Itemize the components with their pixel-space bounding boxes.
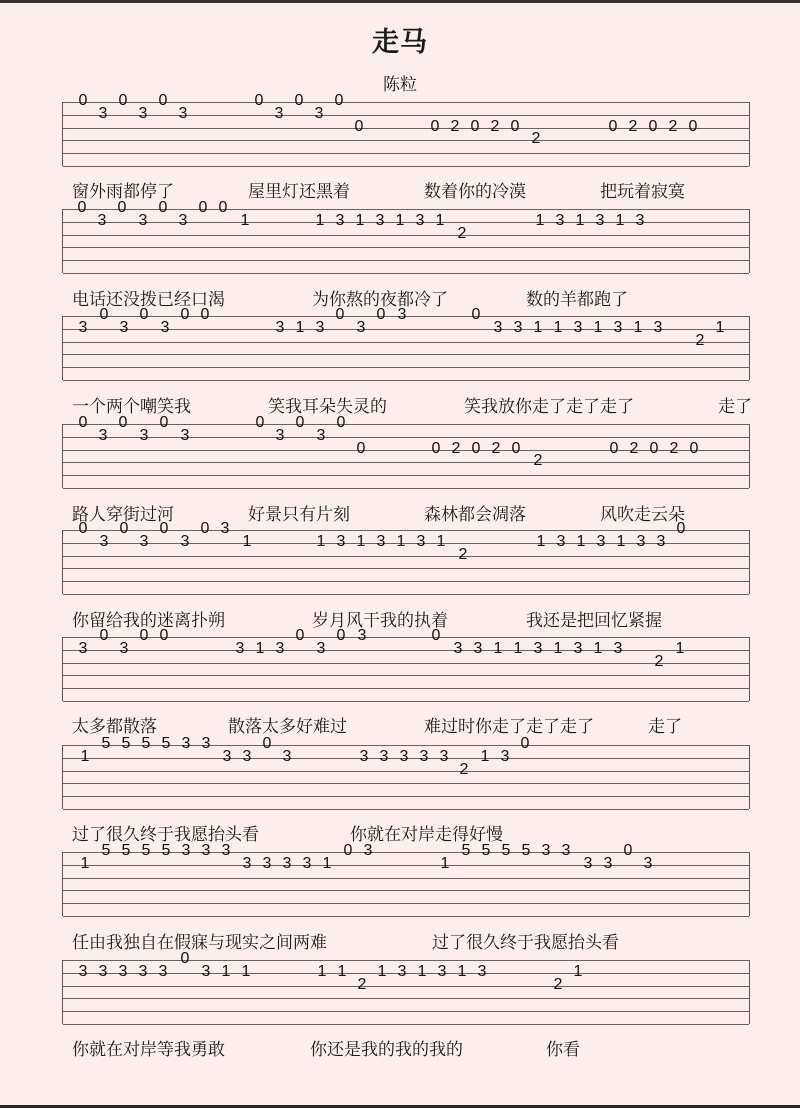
tab-staff (62, 520, 750, 594)
fret-number: 3 (613, 639, 623, 657)
fret-number: 1 (553, 318, 563, 336)
fret-number: 3 (376, 532, 386, 550)
string-line (63, 783, 749, 784)
string-line (63, 1011, 749, 1012)
fret-number: 3 (242, 854, 252, 872)
fret-number: 1 (573, 962, 583, 980)
fret-number: 1 (377, 962, 387, 980)
fret-number: 2 (668, 117, 678, 135)
fret-number: 3 (613, 318, 623, 336)
fret-number: 1 (535, 211, 545, 229)
string-line (63, 890, 749, 891)
string-line (63, 701, 749, 702)
string-line (63, 556, 749, 557)
fret-number: 0 (198, 199, 208, 216)
lyrics-row (72, 392, 752, 417)
fret-number: 3 (541, 842, 551, 859)
string-line (63, 488, 749, 489)
fret-number: 0 (431, 439, 441, 457)
fret-number: 2 (629, 439, 639, 457)
string-line (63, 260, 749, 261)
lyric-phrase: 过了很久终于我愿抬头看 (432, 933, 619, 953)
fret-number: 0 (200, 520, 210, 537)
fret-number: 1 (615, 211, 625, 229)
fret-number: 0 (609, 439, 619, 457)
fret-number: 1 (457, 962, 467, 980)
fret-number: 3 (596, 532, 606, 550)
fret-number: 0 (119, 520, 129, 537)
lyrics-row (72, 1035, 752, 1060)
lyric-phrase: 屋里灯还黑着 (248, 182, 350, 202)
fret-number: 5 (161, 735, 171, 752)
fret-number: 3 (302, 854, 312, 872)
fret-number: 0 (648, 117, 658, 135)
fret-number: 1 (80, 854, 90, 872)
fret-number: 3 (316, 426, 326, 444)
tab-staff (62, 306, 750, 380)
fret-number: 0 (255, 414, 265, 431)
fret-number: 0 (159, 520, 169, 537)
lyric-phrase: 过了很久终于我愿抬头看 (72, 825, 259, 845)
lyric-phrase: 笑我耳朵失灵的 (268, 397, 387, 417)
fret-number: 3 (97, 211, 107, 229)
string-line (63, 235, 749, 236)
fret-number: 3 (314, 104, 324, 122)
fret-number: 1 (315, 211, 325, 229)
string-line (63, 878, 749, 879)
fret-number: 0 (139, 627, 149, 644)
fret-number: 1 (240, 211, 250, 229)
lyric-phrase: 把玩着寂寞 (600, 182, 685, 202)
fret-number: 1 (80, 747, 90, 765)
fret-number: 1 (533, 318, 543, 336)
fret-number: 0 (431, 627, 441, 644)
fret-number: 3 (275, 426, 285, 444)
lyrics-row (72, 606, 752, 631)
fret-number: 3 (78, 318, 88, 336)
fret-number: 3 (139, 532, 149, 550)
fret-number: 3 (359, 747, 369, 765)
fret-number: 1 (417, 962, 427, 980)
fret-number: 3 (180, 532, 190, 550)
fret-number: 0 (99, 306, 109, 323)
string-line (63, 166, 749, 167)
fret-number: 3 (221, 842, 231, 859)
lyric-phrase: 数的羊都跑了 (526, 290, 628, 310)
fret-number: 3 (603, 854, 613, 872)
fret-number: 0 (158, 199, 168, 216)
fret-number: 0 (200, 306, 210, 323)
fret-number: 0 (608, 117, 618, 135)
lyric-phrase: 一个两个嘲笑我 (72, 397, 191, 417)
fret-number: 5 (501, 842, 511, 859)
fret-number: 0 (336, 627, 346, 644)
fret-number: 3 (282, 854, 292, 872)
fret-number: 3 (375, 211, 385, 229)
fret-number: 0 (254, 92, 264, 109)
lyric-phrase: 你看 (546, 1040, 580, 1060)
fret-number: 0 (343, 842, 353, 859)
string-line (63, 437, 749, 438)
fret-number: 3 (98, 962, 108, 980)
fret-number: 1 (480, 747, 490, 765)
fret-number: 1 (436, 532, 446, 550)
string-line (63, 903, 749, 904)
string-line (63, 581, 749, 582)
string-line (63, 796, 749, 797)
fret-number: 0 (471, 306, 481, 323)
fret-number: 2 (628, 117, 638, 135)
fret-number: 5 (461, 842, 471, 859)
string-line (63, 568, 749, 569)
fret-number: 1 (435, 211, 445, 229)
string-line (63, 809, 749, 810)
fret-number: 3 (583, 854, 593, 872)
fret-number: 0 (118, 414, 128, 431)
fret-number: 3 (201, 735, 211, 752)
fret-number: 0 (520, 735, 530, 752)
lyric-phrase: 走了 (648, 717, 682, 737)
fret-number: 3 (556, 532, 566, 550)
fret-number: 3 (99, 532, 109, 550)
fret-number: 3 (379, 747, 389, 765)
fret-number: 0 (294, 92, 304, 109)
fret-number: 3 (453, 639, 463, 657)
fret-number: 3 (500, 747, 510, 765)
fret-number: 3 (415, 211, 425, 229)
fret-number: 3 (561, 842, 571, 859)
fret-number: 3 (573, 639, 583, 657)
fret-number: 3 (416, 532, 426, 550)
fret-number: 3 (158, 962, 168, 980)
fret-number: 3 (335, 211, 345, 229)
top-border (0, 0, 800, 3)
fret-number: 3 (138, 211, 148, 229)
fret-number: 3 (118, 962, 128, 980)
fret-number: 3 (315, 318, 325, 336)
fret-number: 1 (337, 962, 347, 980)
fret-number: 1 (317, 962, 327, 980)
fret-number: 3 (220, 520, 230, 537)
fret-number: 1 (553, 639, 563, 657)
string-line (63, 367, 749, 368)
fret-number: 1 (356, 532, 366, 550)
fret-number: 3 (275, 639, 285, 657)
string-line (63, 247, 749, 248)
fret-number: 2 (490, 117, 500, 135)
fret-number: 0 (470, 117, 480, 135)
fret-number: 3 (235, 639, 245, 657)
fret-number: 0 (676, 520, 686, 537)
fret-number: 0 (623, 842, 633, 859)
fret-number: 3 (178, 211, 188, 229)
fret-number: 1 (536, 532, 546, 550)
lyrics-row (72, 712, 752, 737)
fret-number: 3 (201, 842, 211, 859)
fret-number: 5 (141, 842, 151, 859)
fret-number: 3 (656, 532, 666, 550)
fret-number: 2 (654, 652, 664, 670)
fret-number: 2 (451, 439, 461, 457)
fret-number: 3 (275, 318, 285, 336)
fret-number: 0 (356, 439, 366, 457)
lyric-phrase: 你就在对岸走得好慢 (350, 825, 503, 845)
lyric-phrase: 好景只有片刻 (248, 505, 350, 525)
fret-number: 3 (439, 747, 449, 765)
fret-number: 1 (322, 854, 332, 872)
string-line (63, 960, 749, 961)
tab-staff (62, 414, 750, 488)
lyric-phrase: 我还是把回忆紧握 (526, 611, 662, 631)
fret-number: 3 (595, 211, 605, 229)
fret-number: 0 (180, 306, 190, 323)
fret-number: 2 (491, 439, 501, 457)
fret-number: 3 (98, 104, 108, 122)
fret-number: 1 (593, 639, 603, 657)
fret-number: 5 (481, 842, 491, 859)
fret-number: 3 (493, 318, 503, 336)
fret-number: 1 (616, 532, 626, 550)
fret-number: 0 (78, 92, 88, 109)
fret-number: 1 (396, 532, 406, 550)
string-line (63, 650, 749, 651)
string-line (63, 342, 749, 343)
fret-number: 3 (242, 747, 252, 765)
lyric-phrase: 笑我放你走了走了走了 (464, 397, 634, 417)
fret-number: 3 (419, 747, 429, 765)
lyric-phrase: 数着你的冷漠 (424, 182, 526, 202)
fret-number: 1 (255, 639, 265, 657)
string-line (63, 916, 749, 917)
fret-number: 3 (274, 104, 284, 122)
fret-number: 3 (181, 735, 191, 752)
lyrics-row (72, 500, 752, 525)
string-line (63, 115, 749, 116)
fret-number: 3 (119, 639, 129, 657)
fret-number: 1 (675, 639, 685, 657)
fret-number: 3 (78, 962, 88, 980)
fret-number: 0 (218, 199, 228, 216)
fret-number: 3 (635, 211, 645, 229)
fret-number: 0 (159, 627, 169, 644)
lyrics-row (72, 285, 752, 310)
artist-name: 陈粒 (383, 75, 417, 95)
string-line (63, 771, 749, 772)
fret-number: 0 (430, 117, 440, 135)
fret-number: 0 (689, 439, 699, 457)
fret-number: 0 (511, 439, 521, 457)
lyric-phrase: 风吹走云朵 (600, 505, 685, 525)
lyric-phrase: 窗外雨都停了 (72, 182, 174, 202)
fret-number: 0 (354, 117, 364, 135)
fret-number: 1 (242, 532, 252, 550)
fret-number: 2 (458, 545, 468, 563)
tab-staff (62, 950, 750, 1024)
fret-number: 1 (221, 962, 231, 980)
fret-number: 2 (533, 452, 543, 470)
fret-number: 3 (138, 962, 148, 980)
lyrics-row (72, 177, 752, 202)
fret-number: 2 (695, 331, 705, 349)
fret-number: 5 (101, 842, 111, 859)
fret-number: 2 (669, 439, 679, 457)
fret-number: 1 (513, 639, 523, 657)
fret-number: 0 (158, 92, 168, 109)
fret-number: 1 (576, 532, 586, 550)
fret-number: 3 (180, 426, 190, 444)
fret-number: 0 (159, 414, 169, 431)
fret-number: 3 (437, 962, 447, 980)
string-line (63, 688, 749, 689)
lyric-phrase: 电话还没拨已经口渴 (72, 290, 225, 310)
fret-number: 0 (77, 199, 87, 216)
fret-number: 1 (241, 962, 251, 980)
fret-number: 1 (593, 318, 603, 336)
string-line (63, 675, 749, 676)
lyric-phrase: 太多都散落 (72, 717, 157, 737)
fret-number: 3 (643, 854, 653, 872)
fret-number: 0 (649, 439, 659, 457)
lyrics-row (72, 820, 752, 845)
fret-number: 0 (78, 414, 88, 431)
tab-staff (62, 92, 750, 166)
fret-number: 3 (399, 747, 409, 765)
fret-number: 3 (363, 842, 373, 859)
fret-number: 1 (493, 639, 503, 657)
fret-number: 0 (471, 439, 481, 457)
fret-number: 3 (160, 318, 170, 336)
lyric-phrase: 你还是我的我的我的 (310, 1040, 463, 1060)
fret-number: 0 (334, 92, 344, 109)
fret-number: 0 (78, 520, 88, 537)
fret-number: 0 (99, 627, 109, 644)
lyric-phrase: 森林都会凋落 (424, 505, 526, 525)
fret-number: 3 (573, 318, 583, 336)
fret-number: 1 (316, 532, 326, 550)
fret-number: 0 (262, 735, 272, 752)
tab-staff (62, 627, 750, 701)
lyric-phrase: 为你熬的夜都冷了 (312, 290, 448, 310)
string-line (63, 986, 749, 987)
string-line (63, 380, 749, 381)
fret-number: 2 (457, 224, 467, 242)
fret-number: 3 (477, 962, 487, 980)
fret-number: 3 (178, 104, 188, 122)
lyric-phrase: 任由我独自在假寐与现实之间两难 (72, 933, 327, 953)
fret-number: 3 (316, 639, 326, 657)
fret-number: 3 (282, 747, 292, 765)
fret-number: 1 (715, 318, 725, 336)
fret-number: 2 (450, 117, 460, 135)
fret-number: 5 (521, 842, 531, 859)
fret-number: 0 (117, 199, 127, 216)
fret-number: 3 (201, 962, 211, 980)
fret-number: 3 (533, 639, 543, 657)
fret-number: 2 (531, 130, 541, 148)
fret-number: 0 (335, 306, 345, 323)
fret-number: 0 (118, 92, 128, 109)
fret-number: 3 (181, 842, 191, 859)
fret-number: 3 (138, 104, 148, 122)
string-line (63, 354, 749, 355)
fret-number: 3 (636, 532, 646, 550)
lyric-phrase: 走了 (718, 397, 752, 417)
fret-number: 3 (555, 211, 565, 229)
fret-number: 0 (295, 627, 305, 644)
fret-number: 3 (78, 639, 88, 657)
fret-number: 1 (633, 318, 643, 336)
string-line (63, 273, 749, 274)
fret-number: 5 (161, 842, 171, 859)
fret-number: 3 (473, 639, 483, 657)
string-line (63, 140, 749, 141)
string-line (63, 1024, 749, 1025)
lyric-phrase: 难过时你走了走了走了 (424, 717, 594, 737)
string-line (63, 594, 749, 595)
fret-number: 1 (355, 211, 365, 229)
fret-number: 0 (336, 414, 346, 431)
fret-number: 3 (513, 318, 523, 336)
tab-staff (62, 842, 750, 916)
fret-number: 2 (357, 975, 367, 993)
fret-number: 3 (222, 747, 232, 765)
fret-number: 0 (688, 117, 698, 135)
fret-number: 1 (395, 211, 405, 229)
lyric-phrase: 你就在对岸等我勇敢 (72, 1040, 225, 1060)
fret-number: 3 (653, 318, 663, 336)
lyric-phrase: 你留给我的迷离扑朔 (72, 611, 225, 631)
lyrics-row (72, 928, 752, 953)
fret-number: 1 (440, 854, 450, 872)
fret-number: 0 (139, 306, 149, 323)
fret-number: 0 (180, 950, 190, 967)
fret-number: 3 (262, 854, 272, 872)
lyric-phrase: 岁月风干我的执着 (312, 611, 448, 631)
fret-number: 5 (141, 735, 151, 752)
string-line (63, 663, 749, 664)
fret-number: 0 (376, 306, 386, 323)
fret-number: 3 (356, 318, 366, 336)
fret-number: 3 (397, 962, 407, 980)
fret-number: 3 (98, 426, 108, 444)
fret-number: 2 (553, 975, 563, 993)
string-line (63, 475, 749, 476)
fret-number: 2 (459, 760, 469, 778)
fret-number: 0 (295, 414, 305, 431)
fret-number: 1 (575, 211, 585, 229)
fret-number: 5 (121, 842, 131, 859)
string-line (63, 153, 749, 154)
lyric-phrase: 散落太多好难过 (228, 717, 347, 737)
fret-number: 3 (139, 426, 149, 444)
fret-number: 3 (397, 306, 407, 323)
lyric-phrase: 路人穿街过河 (72, 505, 174, 525)
string-line (63, 462, 749, 463)
fret-number: 0 (510, 117, 520, 135)
tab-staff (62, 199, 750, 273)
fret-number: 1 (295, 318, 305, 336)
fret-number: 3 (357, 627, 367, 644)
song-title: 走马 (372, 27, 428, 58)
fret-number: 3 (119, 318, 129, 336)
string-line (63, 998, 749, 999)
tab-staff (62, 735, 750, 809)
fret-number: 5 (101, 735, 111, 752)
fret-number: 5 (121, 735, 131, 752)
fret-number: 3 (336, 532, 346, 550)
